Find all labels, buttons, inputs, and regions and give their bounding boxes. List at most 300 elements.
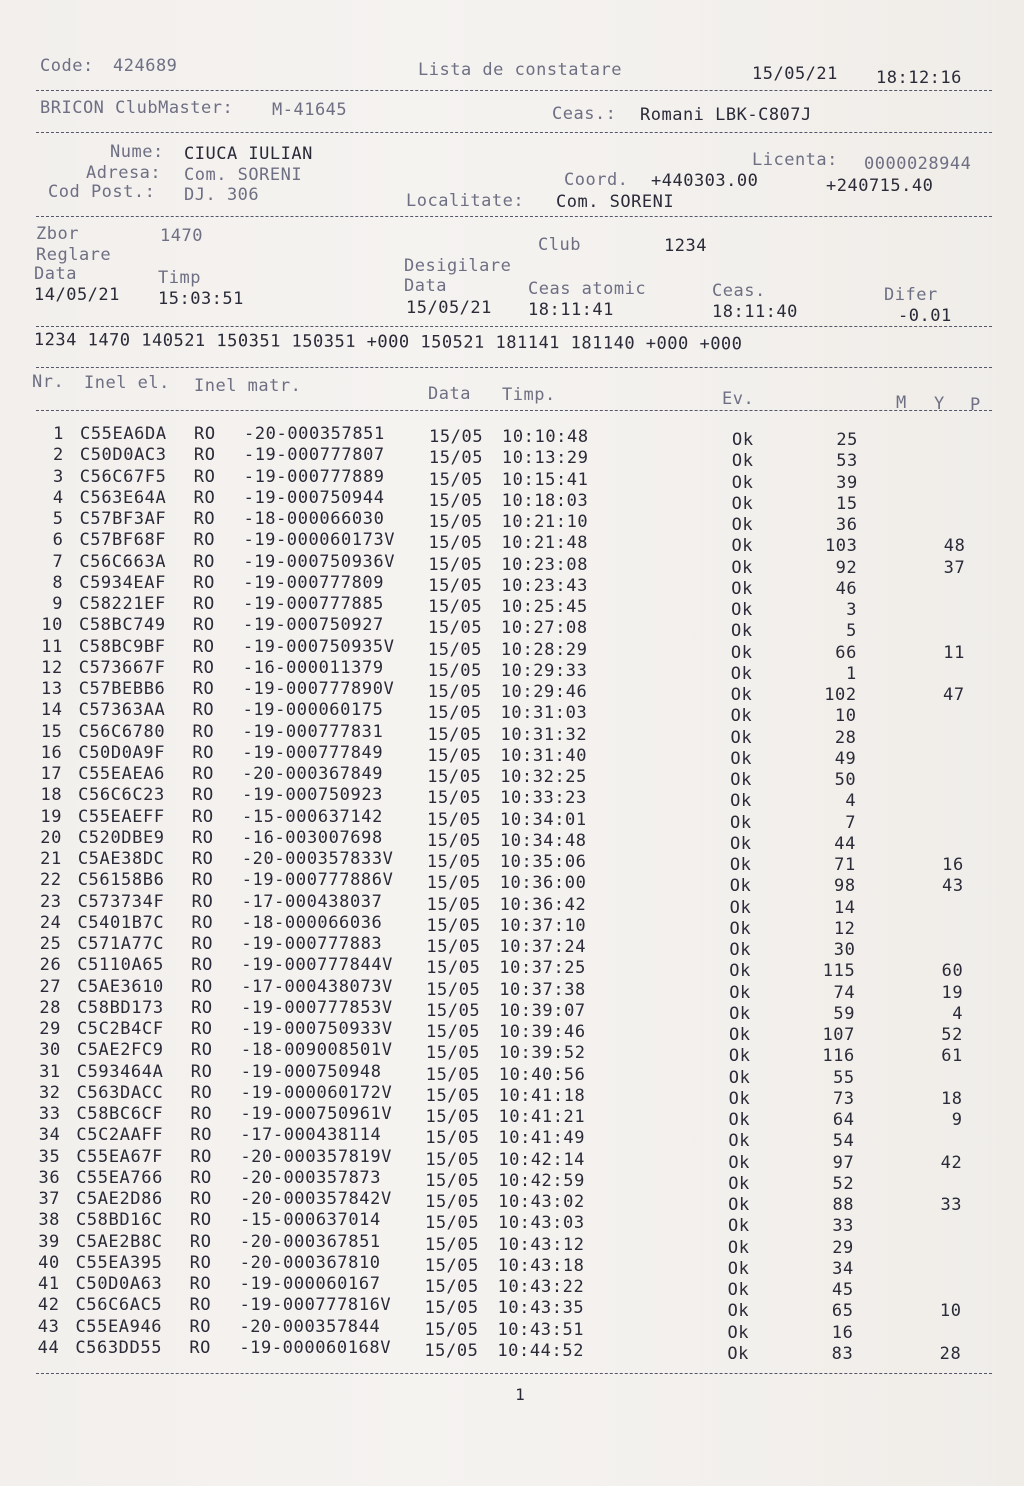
cell-ring-el: C58221EF [79,594,166,614]
cell-time: 10:21:10 [501,512,589,532]
table-row [0,1252,1024,1279]
cell-ring-el: C5AE2D86 [76,1189,163,1209]
cell-date: 15/05 [428,533,483,554]
cell-ring-el: C58BD173 [77,997,164,1018]
cell-date: 15/05 [427,745,482,766]
table-row [0,424,1024,450]
cell-m: 64 [832,1110,855,1130]
cell-time: 10:43:35 [497,1298,585,1319]
cell-country: RO [190,1082,213,1103]
cell-ev: Ok [729,961,751,982]
club-value: 1234 [664,236,707,256]
table-row [0,1019,1024,1045]
cell-date: 15/05 [424,1319,479,1340]
cell-m: 52 [832,1173,855,1194]
cell-date: 15/05 [425,1107,480,1127]
table-row [0,955,1024,982]
cell-m: 34 [832,1258,854,1279]
cell-ring-matr: -19-000750936V [243,551,396,572]
cell-ev: Ok [728,1131,751,1152]
cell-time: 10:32:25 [500,767,587,787]
cell-time: 10:37:10 [499,915,587,936]
cell-ring-el: C55EAEA6 [78,764,165,784]
cell-m: 116 [822,1046,855,1067]
cell-nr: 37 [38,1189,61,1209]
cell-ring-el: C563DD55 [75,1337,163,1358]
cell-m: 10 [834,706,857,727]
cell-country: RO [190,1167,212,1188]
cell-country: RO [190,1061,213,1082]
owner-name-value: CIUCA IULIAN [184,144,313,164]
col-header-ev: Ev. [722,389,755,409]
cell-country: RO [192,679,215,699]
cell-time: 10:33:23 [500,788,587,809]
cell-ring-matr: -20-000357873 [240,1167,382,1188]
atomic-clock-label: Ceas atomic [528,279,647,299]
col-header-ring-el: Inel el. [84,373,170,393]
cell-country: RO [192,785,214,806]
cell-country: RO [192,806,214,827]
cell-ring-matr: -19-000777807 [243,445,385,466]
owner-postcode-value: DJ. 306 [184,185,260,205]
cell-ring-matr: -16-003007698 [241,827,383,848]
cell-ring-el: C5AE2FC9 [76,1040,164,1061]
cell-country: RO [192,657,215,678]
table-row [0,891,1024,918]
cell-nr: 39 [38,1231,60,1252]
cell-time: 10:37:38 [499,979,586,1000]
cell-time: 10:36:00 [499,873,587,894]
cell-country: RO [192,742,215,763]
cell-m: 115 [822,961,856,982]
cell-ring-el: C5401B7C [77,912,165,933]
cell-ring-el: C57363AA [78,700,166,721]
cell-ev: Ok [728,1216,750,1237]
cell-date: 15/05 [426,852,482,872]
cell-date: 15/05 [428,448,484,469]
cell-ring-el: C56C67F5 [79,466,167,487]
cell-m: 53 [836,451,858,472]
cell-nr: 25 [39,934,62,954]
cell-nr: 19 [40,806,63,827]
cell-nr: 11 [41,636,63,657]
cell-date: 15/05 [427,809,482,830]
table-row [0,1040,1024,1067]
club-label: Club [538,235,581,255]
cell-time: 10:41:18 [498,1085,586,1106]
print-time: 18:12:16 [876,68,962,88]
table-row [0,1082,1024,1109]
cell-country: RO [190,1210,212,1231]
cell-nr: 3 [52,466,64,487]
cell-ring-matr: -20-000357842V [240,1189,392,1209]
clock-model-value: Romani LBK-C807J [640,105,812,125]
cell-ring-matr: -19-000777853V [241,997,393,1018]
cell-date: 15/05 [426,873,481,894]
cell-date: 15/05 [426,1000,481,1021]
cell-ev: Ok [731,493,754,514]
cell-nr: 8 [52,572,64,593]
cell-nr: 40 [38,1252,60,1273]
cell-ring-matr: -20-000357819V [240,1146,393,1167]
cell-ev: Ok [730,770,752,790]
cell-ring-el: C50D0A9F [78,742,166,763]
cell-ev: Ok [729,1003,751,1024]
cell-country: RO [191,870,214,891]
cell-m: 103 [824,536,858,557]
cell-date: 15/05 [424,1255,479,1276]
cell-ev: Ok [730,663,753,684]
cell-country: RO [192,721,215,742]
cell-time: 10:39:52 [498,1043,586,1064]
col-header-nr: Nr. [32,372,65,392]
table-row [0,1061,1024,1088]
cell-ev: Ok [730,727,753,748]
cell-time: 10:39:46 [498,1022,586,1042]
cell-nr: 16 [40,742,63,763]
cell-ring-matr: -19-000750961V [240,1104,393,1124]
cell-date: 15/05 [428,575,483,596]
cell-ev: Ok [731,451,754,472]
cell-country: RO [189,1295,212,1316]
cell-ev: Ok [728,1088,751,1109]
cell-m: 15 [836,493,858,514]
setting-label: Reglare [36,245,112,265]
cell-nr: 17 [40,764,63,784]
cell-ev: Ok [730,706,753,727]
table-row [0,764,1024,790]
cell-ring-matr: -20-000367849 [242,764,384,784]
cell-country: RO [193,466,216,487]
cell-time: 10:43:18 [497,1255,585,1276]
cell-time: 10:25:45 [501,597,588,617]
cell-ring-el: C55EA6DA [80,424,167,444]
table-row [0,1274,1024,1300]
table-row [0,530,1024,557]
document-title: Lista de constatare [418,60,622,80]
cell-date: 15/05 [424,1234,480,1255]
cell-ring-el: C571A77C [77,934,165,954]
table-row [0,551,1024,578]
cell-m: 16 [831,1322,854,1343]
col-header-time: Timp. [502,385,556,405]
cell-time: 10:31:32 [500,724,588,745]
cell-time: 10:27:08 [501,618,588,639]
table-row [0,445,1024,472]
cell-nr: 42 [37,1295,60,1316]
cell-date: 15/05 [428,554,483,575]
cell-y: 9 [951,1110,963,1130]
cell-time: 10:43:02 [498,1192,585,1212]
divider [36,90,992,91]
col-header-y: Y [934,394,945,414]
print-date: 15/05/21 [752,64,838,84]
cell-ring-matr: -19-000777889 [243,466,385,487]
flight-label: Zbor [36,224,79,244]
cell-ev: Ok [727,1280,750,1300]
cell-nr: 23 [39,891,62,912]
table-row [0,997,1024,1024]
cell-date: 15/05 [427,788,482,809]
cell-m: 66 [835,642,857,663]
table-row [0,636,1024,663]
cell-ring-el: C56C663A [79,551,167,572]
cell-nr: 34 [38,1125,61,1146]
cell-country: RO [193,509,216,529]
divider [36,216,992,217]
cell-ring-matr: -19-000777849 [242,742,384,763]
cell-ring-el: C56C6780 [78,721,166,742]
cell-y: 60 [941,961,964,982]
table-row [0,509,1024,535]
cell-ev: Ok [728,1046,751,1067]
cell-nr: 28 [39,997,62,1018]
cell-date: 15/05 [428,597,483,617]
table-row [0,657,1024,684]
cell-country: RO [191,891,214,912]
cell-ring-matr: -17-000438114 [240,1125,382,1146]
cell-time: 10:18:03 [501,490,589,511]
cell-time: 10:42:14 [498,1149,585,1170]
cell-ev: Ok [727,1301,750,1322]
cell-ev: Ok [728,1025,751,1045]
coord-lat: +440303.00 [651,171,759,191]
unseal-date-label: Data [404,276,447,296]
cell-date: 15/05 [424,1277,479,1297]
cell-ring-matr: -19-000060168V [239,1337,392,1358]
cell-m: 59 [833,1003,856,1024]
cell-m: 74 [833,982,856,1003]
cell-country: RO [193,530,216,551]
cell-ring-el: C5110A65 [77,955,164,976]
cell-ev: Ok [730,812,752,833]
owner-address-label: Adresa: [86,163,162,183]
code-value: 424689 [113,56,178,76]
cell-time: 10:29:33 [500,660,588,681]
cell-m: 3 [846,600,858,620]
cell-country: RO [192,636,215,657]
cell-date: 15/05 [426,979,481,1000]
cell-country: RO [189,1274,212,1294]
cell-date: 15/05 [424,1298,479,1319]
divider [36,410,992,411]
cell-date: 15/05 [426,830,482,851]
cell-ring-matr: -19-000060172V [240,1082,393,1103]
atomic-time: 18:11:41 [528,300,614,320]
diff-value: -0.01 [898,306,952,326]
cell-date: 15/05 [427,639,483,660]
table-row [0,487,1024,514]
table-row [0,806,1024,833]
flight-value: 1470 [160,226,203,246]
owner-name-label: Nume: [110,142,164,162]
cell-m: 102 [824,685,857,705]
divider [36,1373,992,1374]
cell-m: 49 [834,748,857,769]
summary-line: 1234 1470 140521 150351 150351 +000 150521 181141 181140 +000 +000 [33,330,743,355]
cell-ring-matr: -19-000750944 [243,487,385,508]
cell-ring-el: C5AE3610 [77,976,164,997]
cell-nr: 6 [52,530,64,551]
cell-country: RO [190,1040,213,1061]
cell-ev: Ok [732,430,754,450]
setting-date-label: Data [34,264,77,284]
cell-nr: 26 [39,955,62,976]
cell-country: RO [193,615,215,636]
cell-country: RO [190,1104,213,1124]
cell-ev: Ok [730,748,753,769]
cell-m: 65 [831,1301,854,1322]
cell-nr: 7 [52,551,64,572]
cell-date: 15/05 [425,1128,480,1149]
cell-country: RO [190,1125,213,1146]
cell-m: 39 [836,472,858,493]
cell-ring-matr: -19-000060173V [243,530,396,551]
cell-country: RO [192,764,214,784]
cell-m: 92 [835,557,858,578]
cell-time: 10:34:48 [499,830,587,851]
cell-ring-el: C520DBE9 [77,827,165,848]
cell-country: RO [190,1019,213,1039]
license-label: Licenta: [752,150,838,170]
cell-m: 44 [834,833,856,854]
cell-ring-matr: -19-000777831 [242,721,384,742]
cell-ring-el: C55EA395 [75,1252,163,1273]
cell-ring-el: C55EA766 [76,1167,163,1188]
cell-ring-el: C50D0AC3 [79,445,167,466]
setting-date: 14/05/21 [34,285,120,305]
cell-country: RO [191,934,214,954]
cell-ring-el: C5C2AAFF [76,1125,164,1146]
cell-m: 55 [833,1067,855,1088]
cell-ring-matr: -19-000750927 [243,615,384,636]
cell-country: RO [191,849,214,869]
cell-y: 4 [952,1003,964,1024]
cell-country: RO [193,572,215,593]
cell-ring-el: C573734F [77,891,165,912]
cell-ring-el: C56C6C23 [78,785,165,806]
cell-date: 15/05 [424,1340,479,1361]
cell-country: RO [191,997,213,1018]
cell-nr: 9 [52,594,64,614]
cell-nr: 21 [40,849,62,869]
cell-ring-matr: -19-000777883 [241,934,383,954]
cell-time: 10:42:59 [498,1170,585,1191]
table-row [0,721,1024,748]
cell-country: RO [190,1189,212,1209]
owner-postcode-label: Cod Post.: [48,182,156,202]
cell-ev: Ok [729,876,752,897]
cell-date: 15/05 [425,1170,480,1191]
col-header-m: M [896,393,907,413]
locality-label: Localitate: [406,191,525,211]
coord-label: Coord. [564,170,629,190]
divider [36,132,992,133]
cell-nr: 20 [40,827,62,848]
cell-nr: 13 [41,679,63,699]
cell-time: 10:36:42 [499,894,587,915]
cell-ev: Ok [727,1258,750,1279]
cell-ring-matr: -18-000066030 [243,509,385,529]
cell-country: RO [189,1337,212,1358]
cell-country: RO [194,424,216,444]
cell-date: 15/05 [428,490,483,511]
col-header-ring-matr: Inel matr. [194,376,302,396]
cell-ring-el: C50D0A63 [75,1274,163,1294]
cell-ev: Ok [731,557,754,578]
cell-country: RO [189,1231,212,1252]
cell-m: 14 [833,897,856,918]
cell-ring-matr: -19-000750948 [240,1061,382,1082]
table-row [0,849,1024,875]
license-value: 0000028944 [864,154,972,174]
table-row [0,615,1024,642]
cell-m: 1 [845,663,857,684]
cell-time: 10:15:41 [501,469,589,490]
cell-nr: 43 [37,1316,60,1337]
cell-ring-matr: -20-000367851 [239,1231,381,1252]
cell-nr: 36 [38,1167,61,1188]
cell-m: 28 [834,727,857,748]
col-header-date: Data [428,384,471,404]
cell-ring-matr: -19-000777809 [243,572,385,593]
cell-ring-el: C573667F [78,657,166,678]
table-row [0,1337,1024,1364]
cell-date: 15/05 [425,1213,480,1234]
table-row [0,594,1024,620]
cell-ring-el: C563DACC [76,1082,164,1103]
cell-date: 15/05 [426,937,481,957]
cell-time: 10:39:07 [499,1000,586,1021]
owner-address-value: Com. SORENI [184,165,303,185]
cell-country: RO [193,487,216,508]
cell-m: 97 [832,1152,855,1173]
table-row [0,976,1024,1003]
cell-ev: Ok [727,1343,750,1364]
cell-m: 12 [833,918,856,939]
cell-date: 15/05 [425,1085,480,1106]
cell-ev: Ok [729,918,752,939]
cell-ring-matr: -20-000367810 [239,1252,381,1273]
cell-nr: 33 [38,1104,61,1124]
cell-y: 61 [941,1046,963,1067]
unseal-date: 15/05/21 [406,298,492,318]
cell-country: RO [190,1146,212,1167]
cell-date: 15/05 [425,1192,480,1212]
cell-time: 10:40:56 [498,1064,586,1085]
table-row [0,466,1024,493]
cell-nr: 12 [41,657,63,678]
cell-date: 15/05 [425,1149,480,1170]
cell-ev: Ok [731,515,754,535]
cell-m: 107 [822,1025,855,1045]
cell-date: 15/05 [426,915,481,936]
setting-time-label: Timp [158,268,201,288]
table-row [0,1167,1024,1194]
cell-ring-matr: -20-000357844 [239,1316,381,1337]
cell-y: 18 [940,1088,963,1109]
cell-ring-matr: -18-009008501V [240,1040,393,1061]
cell-ev: Ok [727,1237,750,1258]
cell-ring-matr: -19-000750923 [242,785,384,806]
cell-y: 19 [941,982,964,1003]
table-row [0,870,1024,897]
cell-nr: 22 [40,870,62,891]
coord-lon: +240715.40 [826,176,934,196]
cell-nr: 31 [39,1061,61,1082]
table-row [0,1104,1024,1130]
divider [36,326,992,327]
